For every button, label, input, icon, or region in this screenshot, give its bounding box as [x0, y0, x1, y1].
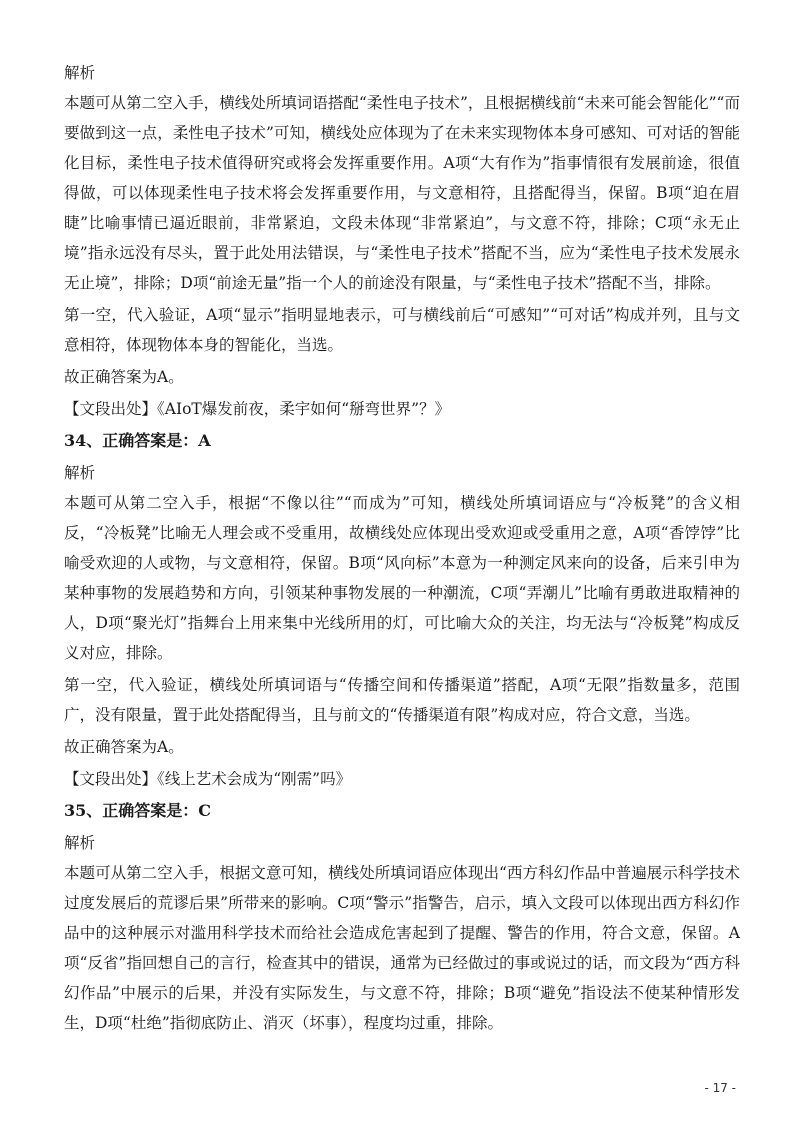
answer-conclusion: 故正确答案为A。: [64, 738, 184, 756]
question-35-heading: 35、正确答案是：C: [64, 801, 212, 820]
question-34-heading: 34、正确答案是：A: [64, 431, 211, 450]
explanation-paragraph: 本题可从第二空入手，横线处所填词语搭配“柔性电子技术”，且根据横线前“未来可能会智能化”“而要做到这一点，柔性电子技术”可知，横线处应体现为了在未来实现物体本身可感知、可对话的智能化目标，柔性电子技术值得研究或将会发挥重要作用。A项“大有作为”指事情很有发展前途，很值得做，可以体现柔性电子技术将会发挥重要作用，与文意相符，且搭配得当，保留。B项“迫在眉睫”比喻事情已逼近眼前，非常紧迫，文段未体现“非常紧迫”，与文意不符，排除；C项“永无止境”指永远没有尽头，置于此处用法错误，与“柔性电子技术”搭配不当，应为“柔性电子技术发展永无止境”，排除；D项“前途无量”指一个人的前途没有限量，与“柔性电子技术”搭配不当，排除。: [64, 94, 740, 292]
verification-paragraph: 第一空，代入验证，横线处所填词语与“传播空间和传播渠道”搭配，A项“无限”指数量多，范围广，没有限量，置于此处搭配得当，且与前文的“传播渠道有限”构成对应，符合文意，当选。: [64, 676, 740, 724]
analysis-label: 解析: [64, 464, 96, 482]
analysis-label: 解析: [64, 834, 96, 852]
analysis-label: 解析: [64, 64, 96, 82]
answer-conclusion: 故正确答案为A。: [64, 368, 184, 386]
document-body: [64, 58, 740, 1040]
source-citation: 【文段出处】《AIoT爆发前夜，柔宇如何“掰弯世界”？》: [64, 400, 451, 418]
source-citation: 【文段出处】《线上艺术会成为“刚需”吗》: [64, 770, 352, 788]
verification-paragraph: 第一空，代入验证，A项“显示”指明显地表示，可与横线前后“可感知”“可对话”构成并列，且与文意相符，体现物体本身的智能化，当选。: [64, 306, 740, 354]
explanation-paragraph: 本题可从第二空入手，根据“不像以往”“而成为”可知，横线处所填词语应与“冷板凳”的含义相反，“冷板凳”比喻无人理会或不受重用，故横线处应体现出受欢迎或受重用之意，A项“香饽饽”比喻受欢迎的人或物，与文意相符，保留。B项“风向标”本意为一种测定风来向的设备，后来引申为某种事物的发展趋势和方向，引领某种事物发展的一种潮流，C项“弄潮儿”比喻有勇敢进取精神的人，D项“聚光灯”指舞台上用来集中光线所用的灯，可比喻大众的关注，均无法与“冷板凳”构成反义对应，排除。: [64, 494, 740, 662]
explanation-paragraph: 本题可从第二空入手，根据文意可知，横线处所填词语应体现出“西方科幻作品中普遍展示科学技术过度发展后的荒谬后果”所带来的影响。C项“警示”指警告，启示，填入文段可以体现出西方科幻作品中的这种展示对滥用科学技术而给社会造成危害起到了提醒、警告的作用，符合文意，保留。A项“反省”指回想自己的言行，检查其中的错误，通常为已经做过的事或说过的话，而文段为“西方科幻作品”中展示的后果，并没有实际发生，与文意不符，排除；B项“避免”指设法不使某种情形发生，D项“杜绝”指彻底防止、消灭（坏事），程度均过重，排除。: [64, 864, 740, 1032]
page-number: - 17 -: [704, 1081, 736, 1095]
